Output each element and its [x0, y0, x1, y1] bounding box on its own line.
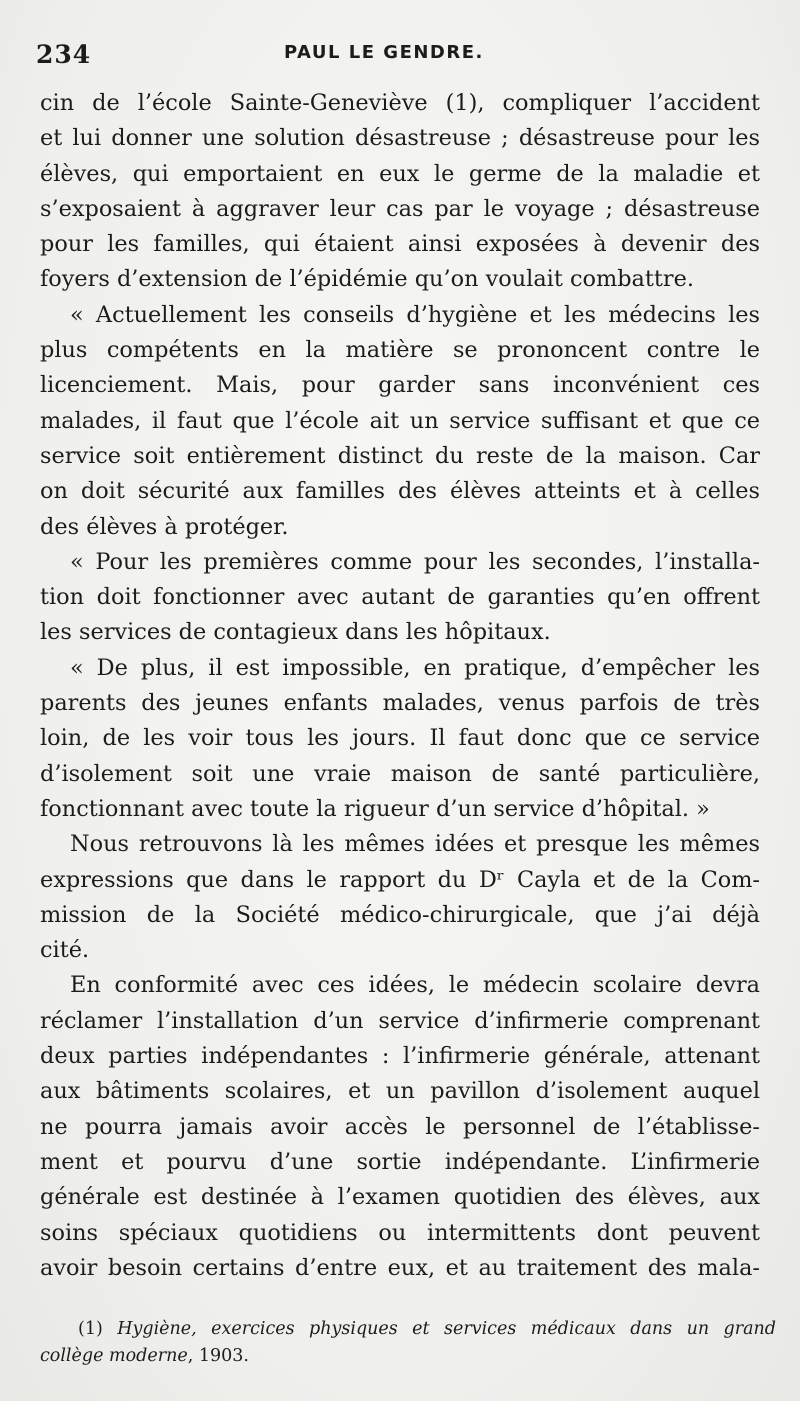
footnote-line — [40, 1316, 776, 1343]
page-number: 234 — [36, 40, 92, 69]
footnote-year: , 1903. — [187, 1346, 249, 1366]
text-line: soins spéciaux quotidiens ou intermittents dont peuvent — [40, 1219, 760, 1246]
text-line: deux parties indépendantes : l’infirmerie générale, attenant — [40, 1043, 760, 1070]
text-line: et lui donner une solution désastreuse ; désastreuse pour les — [40, 125, 760, 152]
text-line: s’exposaient à aggraver leur cas par le voyage ; désastreuse — [40, 195, 760, 222]
text-line: service soit entièrement distinct du reste de la maison. Car — [40, 442, 760, 469]
footnote-line — [40, 1343, 776, 1370]
text-line: malades, il faut que l’école ait un service suffisant et que ce — [40, 407, 760, 434]
text-line: ment et pourvu d’une sortie indépendante. L’infirmerie — [40, 1148, 760, 1175]
body-text — [40, 86, 760, 1286]
text-line: Nous retrouvons là les mêmes idées et presque les mêmes — [70, 831, 760, 858]
text-line: des élèves à protéger. — [40, 513, 289, 540]
text-line: foyers d’extension de l’épidémie qu’on voulait combattre. — [40, 266, 694, 293]
text-line: ne pourra jamais avoir accès le personnel de l’établisse- — [40, 1113, 760, 1140]
text-line: fonctionnant avec toute la rigueur d’un service d’hôpital. » — [40, 795, 710, 822]
text-line: on doit sécurité aux familles des élèves atteints et à celles — [40, 478, 760, 505]
footnote-marker: (1) — [78, 1319, 103, 1339]
text-line: avoir besoin certains d’entre eux, et au traitement des mala- — [40, 1254, 760, 1281]
text-line: plus compétents en la matière se prononcent contre le — [40, 337, 760, 364]
text-line: pour les familles, qui étaient ainsi exposées à devenir des — [40, 231, 760, 258]
text-line: En conformité avec ces idées, le médecin scolaire devra — [70, 972, 760, 999]
text-line: expressions que dans le rapport du Dʳ Cayla et de la Com- — [40, 866, 760, 893]
text-line: « Pour les premières comme pour les secondes, l’installa- — [70, 548, 760, 575]
text-line: cité. — [40, 937, 90, 964]
text-line: élèves, qui emportaient en eux le germe de la maladie et — [40, 160, 760, 187]
text-line: « De plus, il est impossible, en pratique, d’empêcher les — [70, 654, 760, 681]
running-title: PAUL LE GENDRE. — [284, 42, 484, 63]
text-line: mission de la Société médico-chirurgicale, que j’ai déjà — [40, 901, 760, 928]
text-line: générale est destinée à l’examen quotidien des élèves, aux — [40, 1184, 760, 1211]
text-line: aux bâtiments scolaires, et un pavillon d’isolement auquel — [40, 1078, 760, 1105]
text-line: cin de l’école Sainte-Geneviève (1), compliquer l’accident — [40, 90, 760, 116]
page-header — [36, 40, 764, 74]
text-line: loin, de les voir tous les jours. Il faut donc que ce service — [40, 725, 760, 752]
text-line: « Actuellement les conseils d’hygiène et les médecins les — [70, 301, 760, 328]
text-line: tion doit fonctionner avec autant de garanties qu’en offrent — [40, 584, 760, 611]
footnote-title: Hygiène, exercices physiques et services médicaux dans un grand — [117, 1319, 776, 1339]
footnote-title-cont: collège moderne — [40, 1346, 188, 1366]
text-line: parents des jeunes enfants malades, venus parfois de très — [40, 690, 760, 717]
text-line: licenciement. Mais, pour garder sans inconvénient ces — [40, 372, 760, 399]
text-line: d’isolement soit une vraie maison de santé particulière, — [40, 760, 760, 787]
text-line: les services de contagieux dans les hôpitaux. — [40, 619, 551, 646]
text-line: réclamer l’installation d’un service d’infirmerie comprenant — [40, 1007, 760, 1034]
footnote — [40, 1316, 776, 1370]
